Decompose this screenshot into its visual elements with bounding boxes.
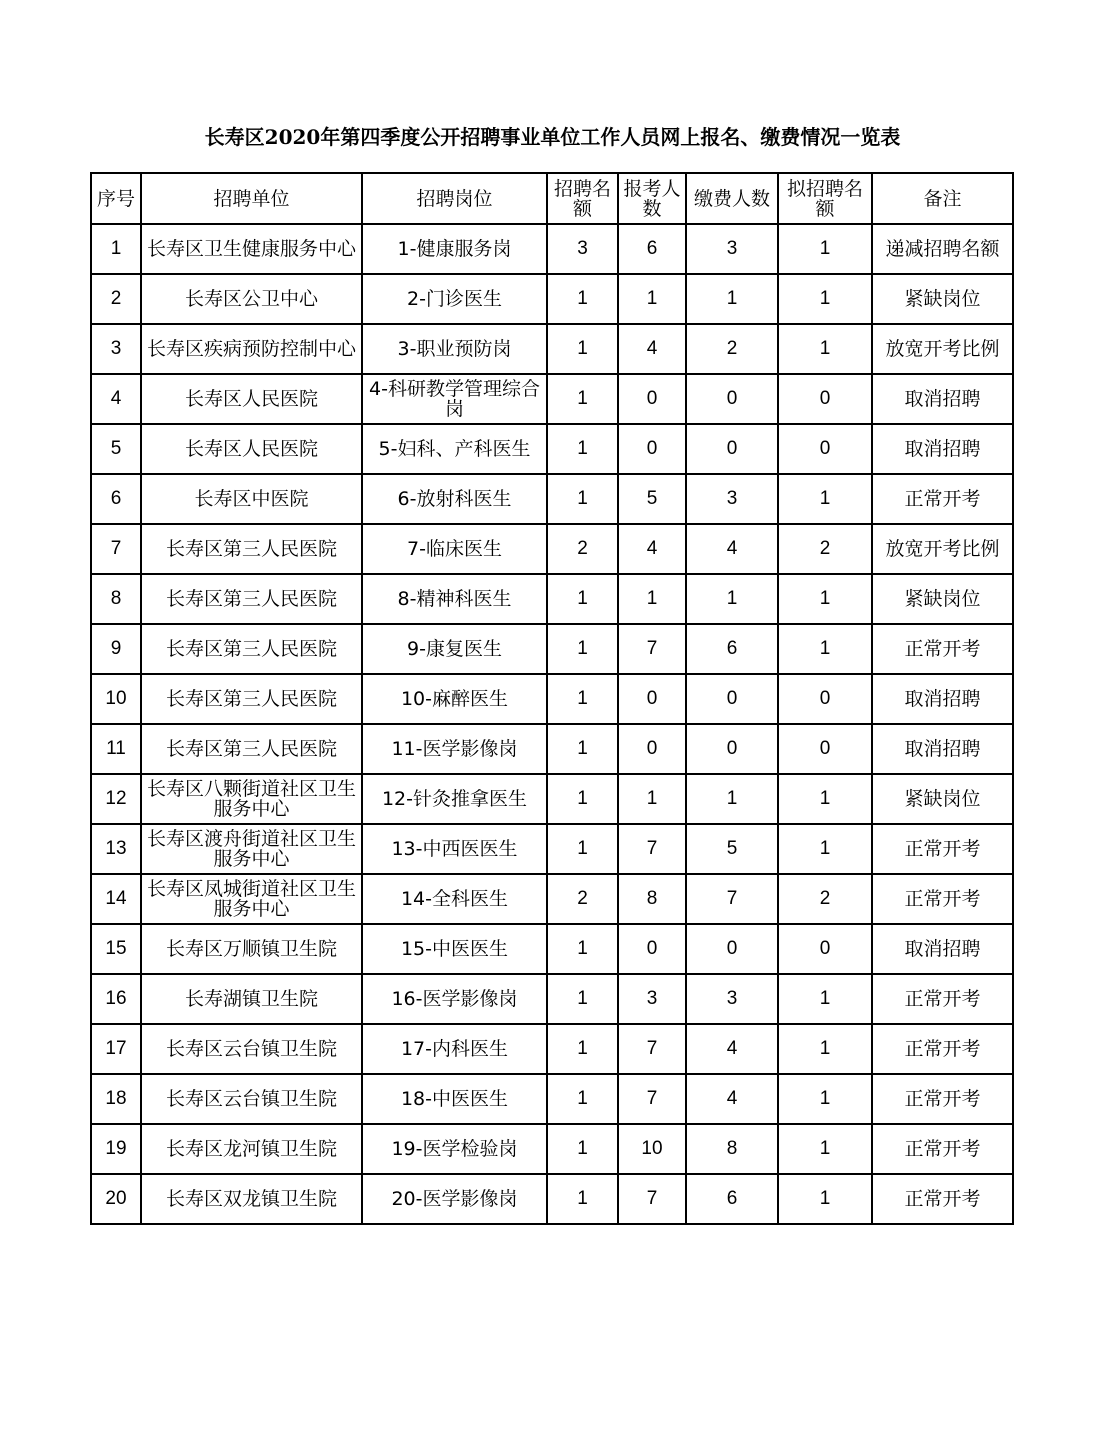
cell-position: 19-医学检验岗	[362, 1124, 547, 1174]
cell-quota: 1	[547, 424, 618, 474]
cell-applicants: 7	[618, 824, 686, 874]
cell-paid: 0	[686, 924, 778, 974]
cell-index: 13	[91, 824, 141, 874]
cell-applicants: 0	[618, 724, 686, 774]
cell-position: 7-临床医生	[362, 524, 547, 574]
cell-index: 20	[91, 1174, 141, 1224]
cell-paid: 3	[686, 224, 778, 274]
table-row	[91, 1124, 1013, 1174]
cell-index: 9	[91, 624, 141, 674]
cell-remarks: 正常开考	[872, 1174, 1013, 1224]
cell-unit: 长寿区云台镇卫生院	[141, 1074, 362, 1124]
header-cell-paid: 缴费人数	[686, 173, 778, 224]
cell-unit: 长寿区渡舟街道社区卫生服务中心	[141, 824, 362, 874]
cell-index: 15	[91, 924, 141, 974]
document-title: 长寿区2020年第四季度公开招聘事业单位工作人员网上报名、缴费情况一览表	[204, 125, 901, 149]
cell-applicants: 0	[618, 424, 686, 474]
table-row	[91, 274, 1013, 324]
cell-unit: 长寿区第三人民医院	[141, 674, 362, 724]
cell-position: 5-妇科、产科医生	[362, 424, 547, 474]
cell-quota: 1	[547, 724, 618, 774]
cell-unit: 长寿区人民医院	[141, 374, 362, 424]
cell-index: 14	[91, 874, 141, 924]
table-row	[91, 324, 1013, 374]
cell-position: 17-内科医生	[362, 1024, 547, 1074]
cell-remarks: 正常开考	[872, 624, 1013, 674]
cell-quota: 1	[547, 574, 618, 624]
cell-position: 6-放射科医生	[362, 474, 547, 524]
cell-index: 5	[91, 424, 141, 474]
cell-index: 12	[91, 774, 141, 824]
cell-quota: 1	[547, 774, 618, 824]
cell-index: 6	[91, 474, 141, 524]
cell-planned-quota: 0	[778, 924, 872, 974]
cell-remarks: 正常开考	[872, 874, 1013, 924]
table-row	[91, 1174, 1013, 1224]
cell-planned-quota: 1	[778, 574, 872, 624]
cell-paid: 1	[686, 774, 778, 824]
table-row	[91, 524, 1013, 574]
cell-applicants: 6	[618, 224, 686, 274]
header-cell-quota: 招聘名额	[547, 173, 618, 224]
cell-index: 10	[91, 674, 141, 724]
cell-planned-quota: 1	[778, 1124, 872, 1174]
cell-position: 12-针灸推拿医生	[362, 774, 547, 824]
table-row	[91, 374, 1013, 424]
cell-applicants: 7	[618, 1074, 686, 1124]
cell-unit: 长寿区中医院	[141, 474, 362, 524]
cell-remarks: 紧缺岗位	[872, 774, 1013, 824]
cell-quota: 1	[547, 474, 618, 524]
header-cell-index: 序号	[91, 173, 141, 224]
cell-planned-quota: 1	[778, 1174, 872, 1224]
cell-remarks: 取消招聘	[872, 924, 1013, 974]
cell-index: 3	[91, 324, 141, 374]
cell-position: 11-医学影像岗	[362, 724, 547, 774]
cell-unit: 长寿区八颗街道社区卫生服务中心	[141, 774, 362, 824]
cell-applicants: 8	[618, 874, 686, 924]
cell-paid: 4	[686, 1024, 778, 1074]
cell-paid: 5	[686, 824, 778, 874]
cell-quota: 1	[547, 374, 618, 424]
table-row	[91, 724, 1013, 774]
cell-planned-quota: 0	[778, 724, 872, 774]
cell-planned-quota: 1	[778, 274, 872, 324]
cell-index: 2	[91, 274, 141, 324]
cell-paid: 0	[686, 424, 778, 474]
cell-applicants: 3	[618, 974, 686, 1024]
cell-planned-quota: 1	[778, 1074, 872, 1124]
cell-applicants: 10	[618, 1124, 686, 1174]
cell-planned-quota: 2	[778, 874, 872, 924]
cell-position: 3-职业预防岗	[362, 324, 547, 374]
header-cell-applicants: 报考人数	[618, 173, 686, 224]
cell-unit: 长寿区万顺镇卫生院	[141, 924, 362, 974]
cell-remarks: 正常开考	[872, 1124, 1013, 1174]
cell-quota: 1	[547, 1124, 618, 1174]
cell-quota: 1	[547, 674, 618, 724]
cell-applicants: 4	[618, 524, 686, 574]
cell-paid: 4	[686, 524, 778, 574]
cell-quota: 1	[547, 1174, 618, 1224]
cell-index: 16	[91, 974, 141, 1024]
cell-paid: 0	[686, 674, 778, 724]
cell-unit: 长寿区龙河镇卫生院	[141, 1124, 362, 1174]
cell-applicants: 0	[618, 924, 686, 974]
cell-quota: 3	[547, 224, 618, 274]
table-row	[91, 824, 1013, 874]
cell-remarks: 递减招聘名额	[872, 224, 1013, 274]
cell-quota: 1	[547, 824, 618, 874]
cell-remarks: 正常开考	[872, 974, 1013, 1024]
cell-applicants: 0	[618, 674, 686, 724]
cell-quota: 1	[547, 1074, 618, 1124]
cell-position: 15-中医医生	[362, 924, 547, 974]
cell-position: 14-全科医生	[362, 874, 547, 924]
cell-applicants: 5	[618, 474, 686, 524]
cell-unit: 长寿湖镇卫生院	[141, 974, 362, 1024]
cell-position: 2-门诊医生	[362, 274, 547, 324]
table-row	[91, 624, 1013, 674]
header-cell-position: 招聘岗位	[362, 173, 547, 224]
cell-quota: 1	[547, 1024, 618, 1074]
cell-applicants: 7	[618, 624, 686, 674]
cell-planned-quota: 0	[778, 674, 872, 724]
table-row	[91, 574, 1013, 624]
cell-index: 1	[91, 224, 141, 274]
cell-remarks: 正常开考	[872, 1074, 1013, 1124]
header-row	[91, 173, 1013, 224]
cell-position: 1-健康服务岗	[362, 224, 547, 274]
cell-applicants: 4	[618, 324, 686, 374]
cell-index: 18	[91, 1074, 141, 1124]
cell-position: 9-康复医生	[362, 624, 547, 674]
cell-applicants: 1	[618, 574, 686, 624]
cell-unit: 长寿区人民医院	[141, 424, 362, 474]
cell-index: 11	[91, 724, 141, 774]
cell-index: 4	[91, 374, 141, 424]
cell-quota: 1	[547, 924, 618, 974]
cell-index: 8	[91, 574, 141, 624]
cell-planned-quota: 1	[778, 774, 872, 824]
cell-remarks: 紧缺岗位	[872, 574, 1013, 624]
cell-position: 16-医学影像岗	[362, 974, 547, 1024]
cell-unit: 长寿区疾病预防控制中心	[141, 324, 362, 374]
cell-index: 17	[91, 1024, 141, 1074]
cell-position: 4-科研教学管理综合岗	[362, 374, 547, 424]
cell-quota: 2	[547, 874, 618, 924]
cell-remarks: 取消招聘	[872, 674, 1013, 724]
table-row	[91, 224, 1013, 274]
cell-remarks: 正常开考	[872, 824, 1013, 874]
cell-applicants: 7	[618, 1174, 686, 1224]
table-row	[91, 1074, 1013, 1124]
cell-paid: 3	[686, 974, 778, 1024]
cell-planned-quota: 2	[778, 524, 872, 574]
table-row	[91, 1024, 1013, 1074]
cell-remarks: 取消招聘	[872, 724, 1013, 774]
cell-quota: 1	[547, 324, 618, 374]
cell-planned-quota: 1	[778, 224, 872, 274]
cell-planned-quota: 0	[778, 424, 872, 474]
cell-paid: 4	[686, 1074, 778, 1124]
cell-unit: 长寿区凤城街道社区卫生服务中心	[141, 874, 362, 924]
cell-planned-quota: 1	[778, 624, 872, 674]
cell-paid: 6	[686, 1174, 778, 1224]
table-row	[91, 474, 1013, 524]
cell-unit: 长寿区卫生健康服务中心	[141, 224, 362, 274]
cell-unit: 长寿区第三人民医院	[141, 624, 362, 674]
cell-applicants: 1	[618, 774, 686, 824]
table-row	[91, 424, 1013, 474]
cell-index: 7	[91, 524, 141, 574]
cell-unit: 长寿区第三人民医院	[141, 724, 362, 774]
recruitment-table	[90, 172, 1014, 1225]
cell-planned-quota: 1	[778, 974, 872, 1024]
cell-paid: 6	[686, 624, 778, 674]
table-row	[91, 774, 1013, 824]
cell-quota: 1	[547, 624, 618, 674]
cell-unit: 长寿区第三人民医院	[141, 574, 362, 624]
cell-position: 8-精神科医生	[362, 574, 547, 624]
cell-paid: 7	[686, 874, 778, 924]
cell-paid: 0	[686, 724, 778, 774]
cell-remarks: 紧缺岗位	[872, 274, 1013, 324]
cell-planned-quota: 1	[778, 474, 872, 524]
table-row	[91, 674, 1013, 724]
cell-unit: 长寿区第三人民医院	[141, 524, 362, 574]
cell-unit: 长寿区云台镇卫生院	[141, 1024, 362, 1074]
cell-paid: 3	[686, 474, 778, 524]
cell-remarks: 取消招聘	[872, 424, 1013, 474]
cell-paid: 1	[686, 274, 778, 324]
header-cell-unit: 招聘单位	[141, 173, 362, 224]
cell-remarks: 正常开考	[872, 1024, 1013, 1074]
cell-index: 19	[91, 1124, 141, 1174]
table-row	[91, 924, 1013, 974]
cell-paid: 8	[686, 1124, 778, 1174]
table-row	[91, 874, 1013, 924]
cell-remarks: 放宽开考比例	[872, 324, 1013, 374]
cell-remarks: 正常开考	[872, 474, 1013, 524]
cell-unit: 长寿区公卫中心	[141, 274, 362, 324]
cell-planned-quota: 0	[778, 374, 872, 424]
cell-paid: 2	[686, 324, 778, 374]
cell-applicants: 1	[618, 274, 686, 324]
cell-planned-quota: 1	[778, 1024, 872, 1074]
table-row	[91, 974, 1013, 1024]
cell-position: 10-麻醉医生	[362, 674, 547, 724]
cell-quota: 1	[547, 974, 618, 1024]
cell-remarks: 取消招聘	[872, 374, 1013, 424]
cell-remarks: 放宽开考比例	[872, 524, 1013, 574]
cell-quota: 1	[547, 274, 618, 324]
cell-planned-quota: 1	[778, 324, 872, 374]
cell-quota: 2	[547, 524, 618, 574]
header-cell-remarks: 备注	[872, 173, 1013, 224]
cell-position: 13-中西医医生	[362, 824, 547, 874]
cell-position: 20-医学影像岗	[362, 1174, 547, 1224]
cell-position: 18-中医医生	[362, 1074, 547, 1124]
header-cell-planned-quota: 拟招聘名额	[778, 173, 872, 224]
cell-applicants: 0	[618, 374, 686, 424]
cell-paid: 1	[686, 574, 778, 624]
cell-planned-quota: 1	[778, 824, 872, 874]
table-body	[91, 224, 1013, 1224]
cell-unit: 长寿区双龙镇卫生院	[141, 1174, 362, 1224]
cell-paid: 0	[686, 374, 778, 424]
cell-applicants: 7	[618, 1024, 686, 1074]
